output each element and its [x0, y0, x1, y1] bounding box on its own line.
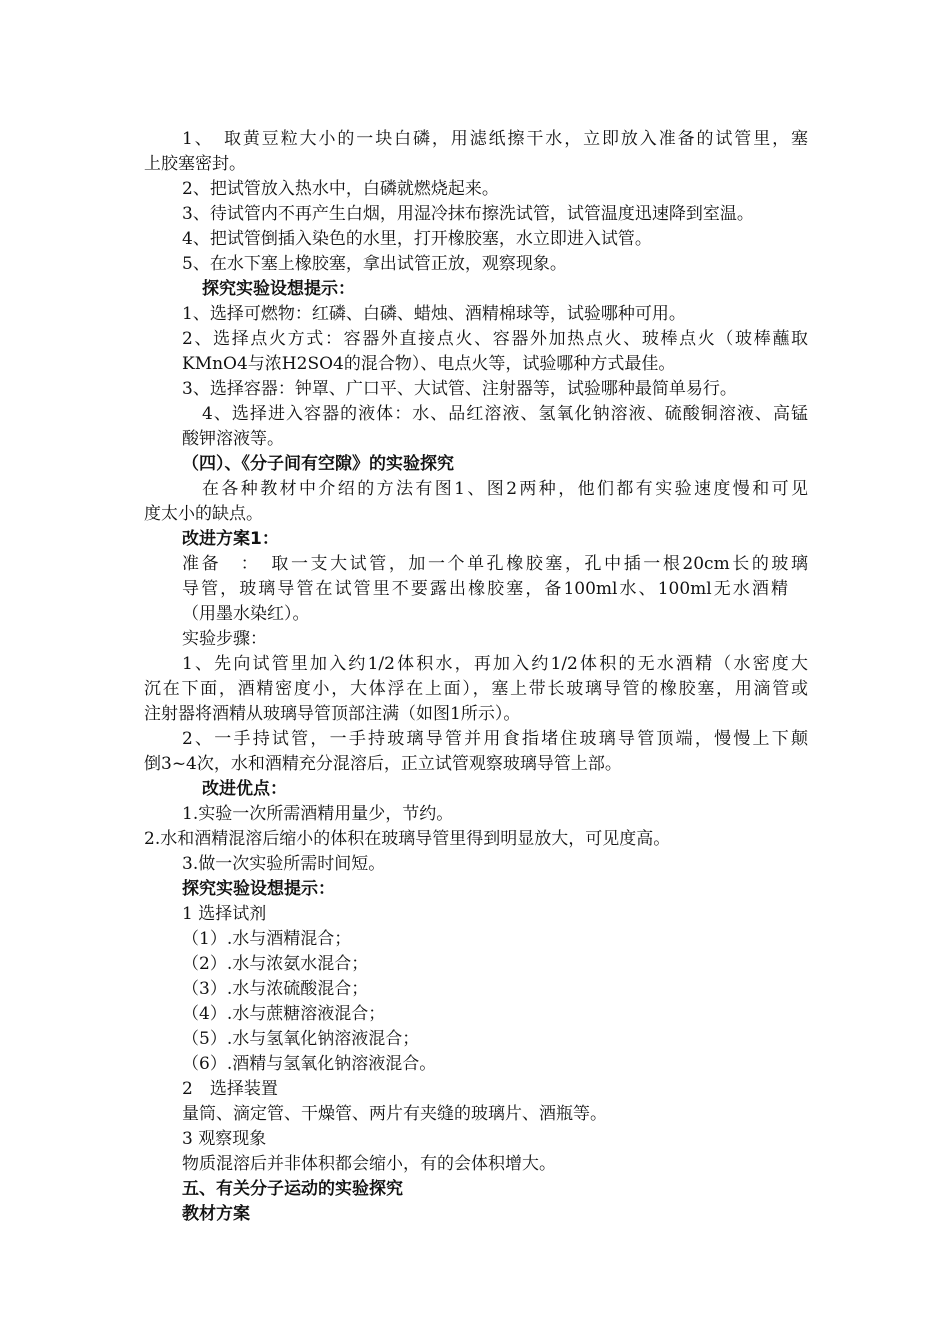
- para-line-28: 1.实验一次所需酒精用量少，节约。: [182, 804, 454, 824]
- para-line-32: 1 选择试剂: [182, 904, 267, 924]
- section-heading-textbook-plan: 教材方案: [182, 1204, 250, 1224]
- para-line-8: 1、选择可燃物：红磷、白磷、蜡烛、酒精棉球等，试验哪种可用。: [182, 304, 686, 324]
- section-heading-hint-1: 探究实验设想提示：: [202, 279, 355, 299]
- list-item-6: （6）.酒精与氢氧化钠溶液混合。: [182, 1054, 437, 1074]
- para-line-23: 沉在下面，酒精密度小，大体浮在上面），塞上带长玻璃导管的橡胶塞，用滴管或: [144, 679, 808, 699]
- section-heading-4: （四）、《分子间有空隙》的实验探究: [182, 454, 454, 474]
- section-heading-advantages: 改进优点：: [202, 779, 287, 799]
- section-heading-5: 五、有关分子运动的实验探究: [182, 1179, 403, 1199]
- para-line-24: 注射器将酒精从玻璃导管顶部注满（如图1所示）。: [144, 704, 521, 724]
- para-line-13: 酸钾溶液等。: [182, 429, 284, 449]
- para-line-18: 准备 ： 取一支大试管，加一个单孔橡胶塞，孔中插一根20cm长的玻璃: [182, 554, 808, 574]
- para-line-26: 倒3~4次，水和酒精充分混溶后，正立试管观察玻璃导管上部。: [144, 754, 622, 774]
- para-line-3: 2、把试管放入热水中，白磷就燃烧起来。: [182, 179, 499, 199]
- para-line-22: 1、先向试管里加入约1/2体积水，再加入约1/2体积的无水酒精（水密度大: [182, 654, 808, 674]
- para-line-42: 物质混溶后并非体积都会缩小，有的会体积增大。: [182, 1154, 556, 1174]
- para-line-40: 量筒、滴定管、干燥管、两片有夹缝的玻璃片、酒瓶等。: [182, 1104, 607, 1124]
- para-line-12: 4、选择进入容器的液体：水、品红溶液、氢氧化钠溶液、硫酸铜溶液、高锰: [202, 404, 808, 424]
- section-heading-hint-2: 探究实验设想提示：: [182, 879, 335, 899]
- para-line-30: 3.做一次实验所需时间短。: [182, 854, 386, 874]
- para-line-29: 2.水和酒精混溶后缩小的体积在玻璃导管里得到明显放大，可见度高。: [144, 829, 671, 849]
- list-item-4: （4）.水与蔗糖溶液混合；: [182, 1004, 386, 1024]
- para-line-39: 2 选择装置: [182, 1079, 278, 1099]
- para-line-4: 3、待试管内不再产生白烟，用湿冷抹布擦洗试管，试管温度迅速降到室温。: [182, 204, 754, 224]
- para-line-21: 实验步骤：: [182, 629, 267, 649]
- para-line-10: KMnO4与浓H2SO4的混合物）、电点火等，试验哪种方式最佳。: [182, 354, 676, 374]
- section-heading-plan-1: 改进方案1：: [182, 529, 279, 549]
- para-line-20: （用墨水染红）。: [182, 604, 310, 624]
- list-item-5: （5）.水与氢氧化钠溶液混合；: [182, 1029, 420, 1049]
- para-line-16: 度太小的缺点。: [144, 504, 263, 524]
- list-item-1: （1）.水与酒精混合；: [182, 929, 352, 949]
- list-item-2: （2）.水与浓氨水混合；: [182, 954, 369, 974]
- para-line-15: 在各种教材中介绍的方法有图1、图2两种，他们都有实验速度慢和可见: [202, 479, 808, 499]
- para-line-41: 3 观察现象: [182, 1129, 267, 1149]
- para-line-6: 5、在水下塞上橡胶塞，拿出试管正放，观察现象。: [182, 254, 567, 274]
- para-line-1: 1、 取黄豆粒大小的一块白磷，用滤纸擦干水，立即放入准备的试管里，塞: [182, 129, 808, 149]
- list-item-3: （3）.水与浓硫酸混合；: [182, 979, 369, 999]
- para-line-9: 2、选择点火方式：容器外直接点火、容器外加热点火、玻棒点火（玻棒蘸取: [182, 329, 808, 349]
- para-line-2: 上胶塞密封。: [144, 154, 246, 174]
- para-line-5: 4、把试管倒插入染色的水里，打开橡胶塞，水立即进入试管。: [182, 229, 652, 249]
- para-line-25: 2、一手持试管，一手持玻璃导管并用食指堵住玻璃导管顶端，慢慢上下颠: [182, 729, 808, 749]
- para-line-11: 3、选择容器：钟罩、广口平、大试管、注射器等，试验哪种最简单易行。: [182, 379, 737, 399]
- para-line-19: 导管，玻璃导管在试管里不要露出橡胶塞，备100ml水、100ml无水酒精: [182, 579, 788, 599]
